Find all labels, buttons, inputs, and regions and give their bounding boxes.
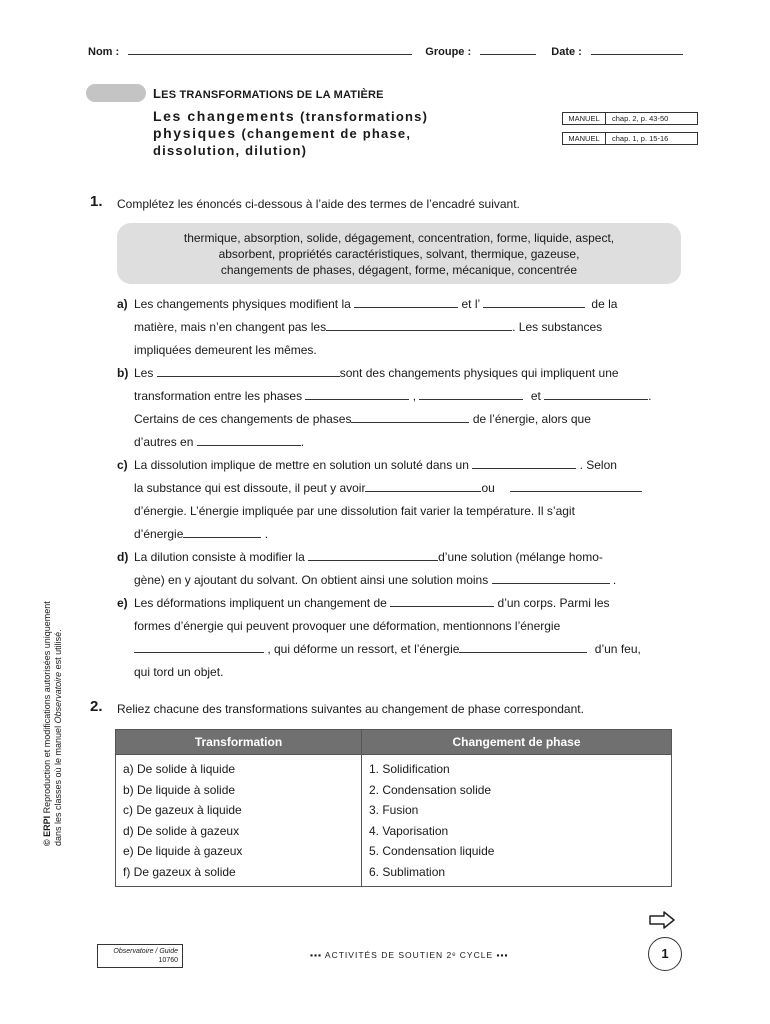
chapter-tag [86,84,146,102]
matching-table [115,729,672,887]
item-c-line-4: d’énergie . [134,527,269,541]
answer-blank[interactable] [472,458,576,469]
list-item: 5. Condensation liquide [369,844,495,858]
list-item: c) De gazeux à liquide [123,803,242,817]
list-item: 6. Sublimation [369,864,446,879]
item-a-line-1: Les changements physiques modifient la et l’ de la [134,297,618,311]
answer-blank[interactable] [326,320,512,331]
item-a-line-3: impliquées demeurent les mêmes. [134,343,317,357]
item-c-line-3: d’énergie. L’énergie impliquée par une dissolution fait varier la température. Il s’agit [134,504,575,518]
header-fields [88,44,683,58]
list-item: b) De liquide à solide [123,782,236,797]
answer-blank[interactable] [510,481,642,492]
item-e-line-3: , qui déforme un ressort, et l’énergie d’un feu, [134,642,641,656]
question-1-number: 1. [90,193,103,210]
word-bank-line-2: absorbent, propriétés caractéristiques, solvant, thermique, gazeuse, [218,247,580,261]
answer-blank[interactable] [365,481,481,492]
phases-column [362,755,672,887]
answer-blank[interactable] [134,642,264,653]
item-d-line-2: gène) en y ajoutant du solvant. On obtient ainsi une solution moins . [134,573,617,587]
item-d-label: d) [117,550,129,564]
answer-blank[interactable] [492,573,610,584]
manual-reference-2: MANUEL chap. 1, p. 15-16 [562,132,698,145]
item-e-line-2: formes d’énergie qui peuvent provoquer une déformation, mentionnons l’énergie [134,619,561,633]
answer-blank[interactable] [183,527,261,538]
item-b-line-3: Certains de ces changements de phases de l’énergie, alors que [134,412,591,426]
answer-blank[interactable] [419,389,523,400]
item-e-line-4: qui tord un objet. [134,665,224,679]
item-c-line-1: La dissolution implique de mettre en solution un soluté dans un . Selon [134,458,617,472]
answer-blank[interactable] [354,297,458,308]
list-item: 3. Fusion [369,803,419,817]
manual-reference-1: MANUEL chap. 2, p. 43-50 [562,112,698,125]
date-label: Date : [551,46,582,58]
list-item: a) De solide à liquide [123,762,236,776]
list-item: 4. Vaporisation [369,823,449,838]
item-b-line-4: d’autres en . [134,435,305,449]
next-page-arrow-icon[interactable] [648,910,676,935]
item-b-line-1: Les sont des changements physiques qui impliquent une [134,366,619,380]
answer-blank[interactable] [197,435,301,446]
item-c-label: c) [117,458,128,472]
answer-blank[interactable] [351,412,469,423]
answer-blank[interactable] [390,596,494,607]
column-header-transformation: Transformation [116,730,362,755]
answer-blank[interactable] [305,389,409,400]
name-label: Nom : [88,46,120,58]
question-2-number: 2. [90,698,103,715]
list-item: 2. Condensation solide [369,782,492,797]
column-header-phase-change: Changement de phase [362,730,672,755]
item-b-label: b) [117,366,129,380]
item-c-line-2: la substance qui est dissoute, il peut y avoir ou [134,481,642,495]
item-b-line-2: transformation entre les phases , et . [134,389,652,403]
item-e-line-1: Les déformations impliquent un changement de d’un corps. Parmi les [134,596,610,610]
answer-blank[interactable] [459,642,587,653]
item-e-label: e) [117,596,128,610]
chapter-title: LES TRANSFORMATIONS DE LA MATIÈRE [153,86,384,101]
answer-blank[interactable] [483,297,585,308]
chapter-subtitle: Les changements (transformations) physiques (changement de phase, dissolution, dilution) [153,108,429,158]
guide-reference-box: Observatoire / Guide 10760 [97,944,183,968]
list-item: f) De gazeux à solide [123,864,236,879]
footer-title: ▪▪▪ ACTIVITÉS DE SOUTIEN 2ᵉ CYCLE ▪▪▪ [310,950,509,960]
group-label: Groupe : [425,46,472,58]
answer-blank[interactable] [544,389,648,400]
name-field[interactable] [128,44,412,55]
question-1-prompt: Complétez les énoncés ci-dessous à l’aide des termes de l’encadré suivant. [117,197,520,211]
list-item: e) De liquide à gazeux [123,844,243,858]
list-item: 1. Solidification [369,762,450,776]
question-2-prompt: Reliez chacune des transformations suivantes au changement de phase correspondant. [117,702,584,716]
group-field[interactable] [480,44,536,55]
page-number: 1 [648,937,682,971]
date-field[interactable] [591,44,683,55]
word-bank-line-3: changements de phases, dégagent, forme, mécanique, concentrée [220,263,578,277]
list-item: d) De solide à gazeux [123,823,240,838]
word-bank-line-1: thermique, absorption, solide, dégagement, concentration, forme, liquide, aspect, [183,231,615,245]
answer-blank[interactable] [157,366,340,377]
copyright-notice: © ERPI Reproduction et modifications autorisées uniquement dans les classes où le manuel Observatoire est utilisé. [42,601,63,846]
item-a-label: a) [117,297,128,311]
item-d-line-1: La dilution consiste à modifier la d’une solution (mélange homo- [134,550,603,564]
transformations-column [116,755,362,887]
item-a-line-2: matière, mais n’en changent pas les . Les substances [134,320,603,334]
answer-blank[interactable] [308,550,438,561]
